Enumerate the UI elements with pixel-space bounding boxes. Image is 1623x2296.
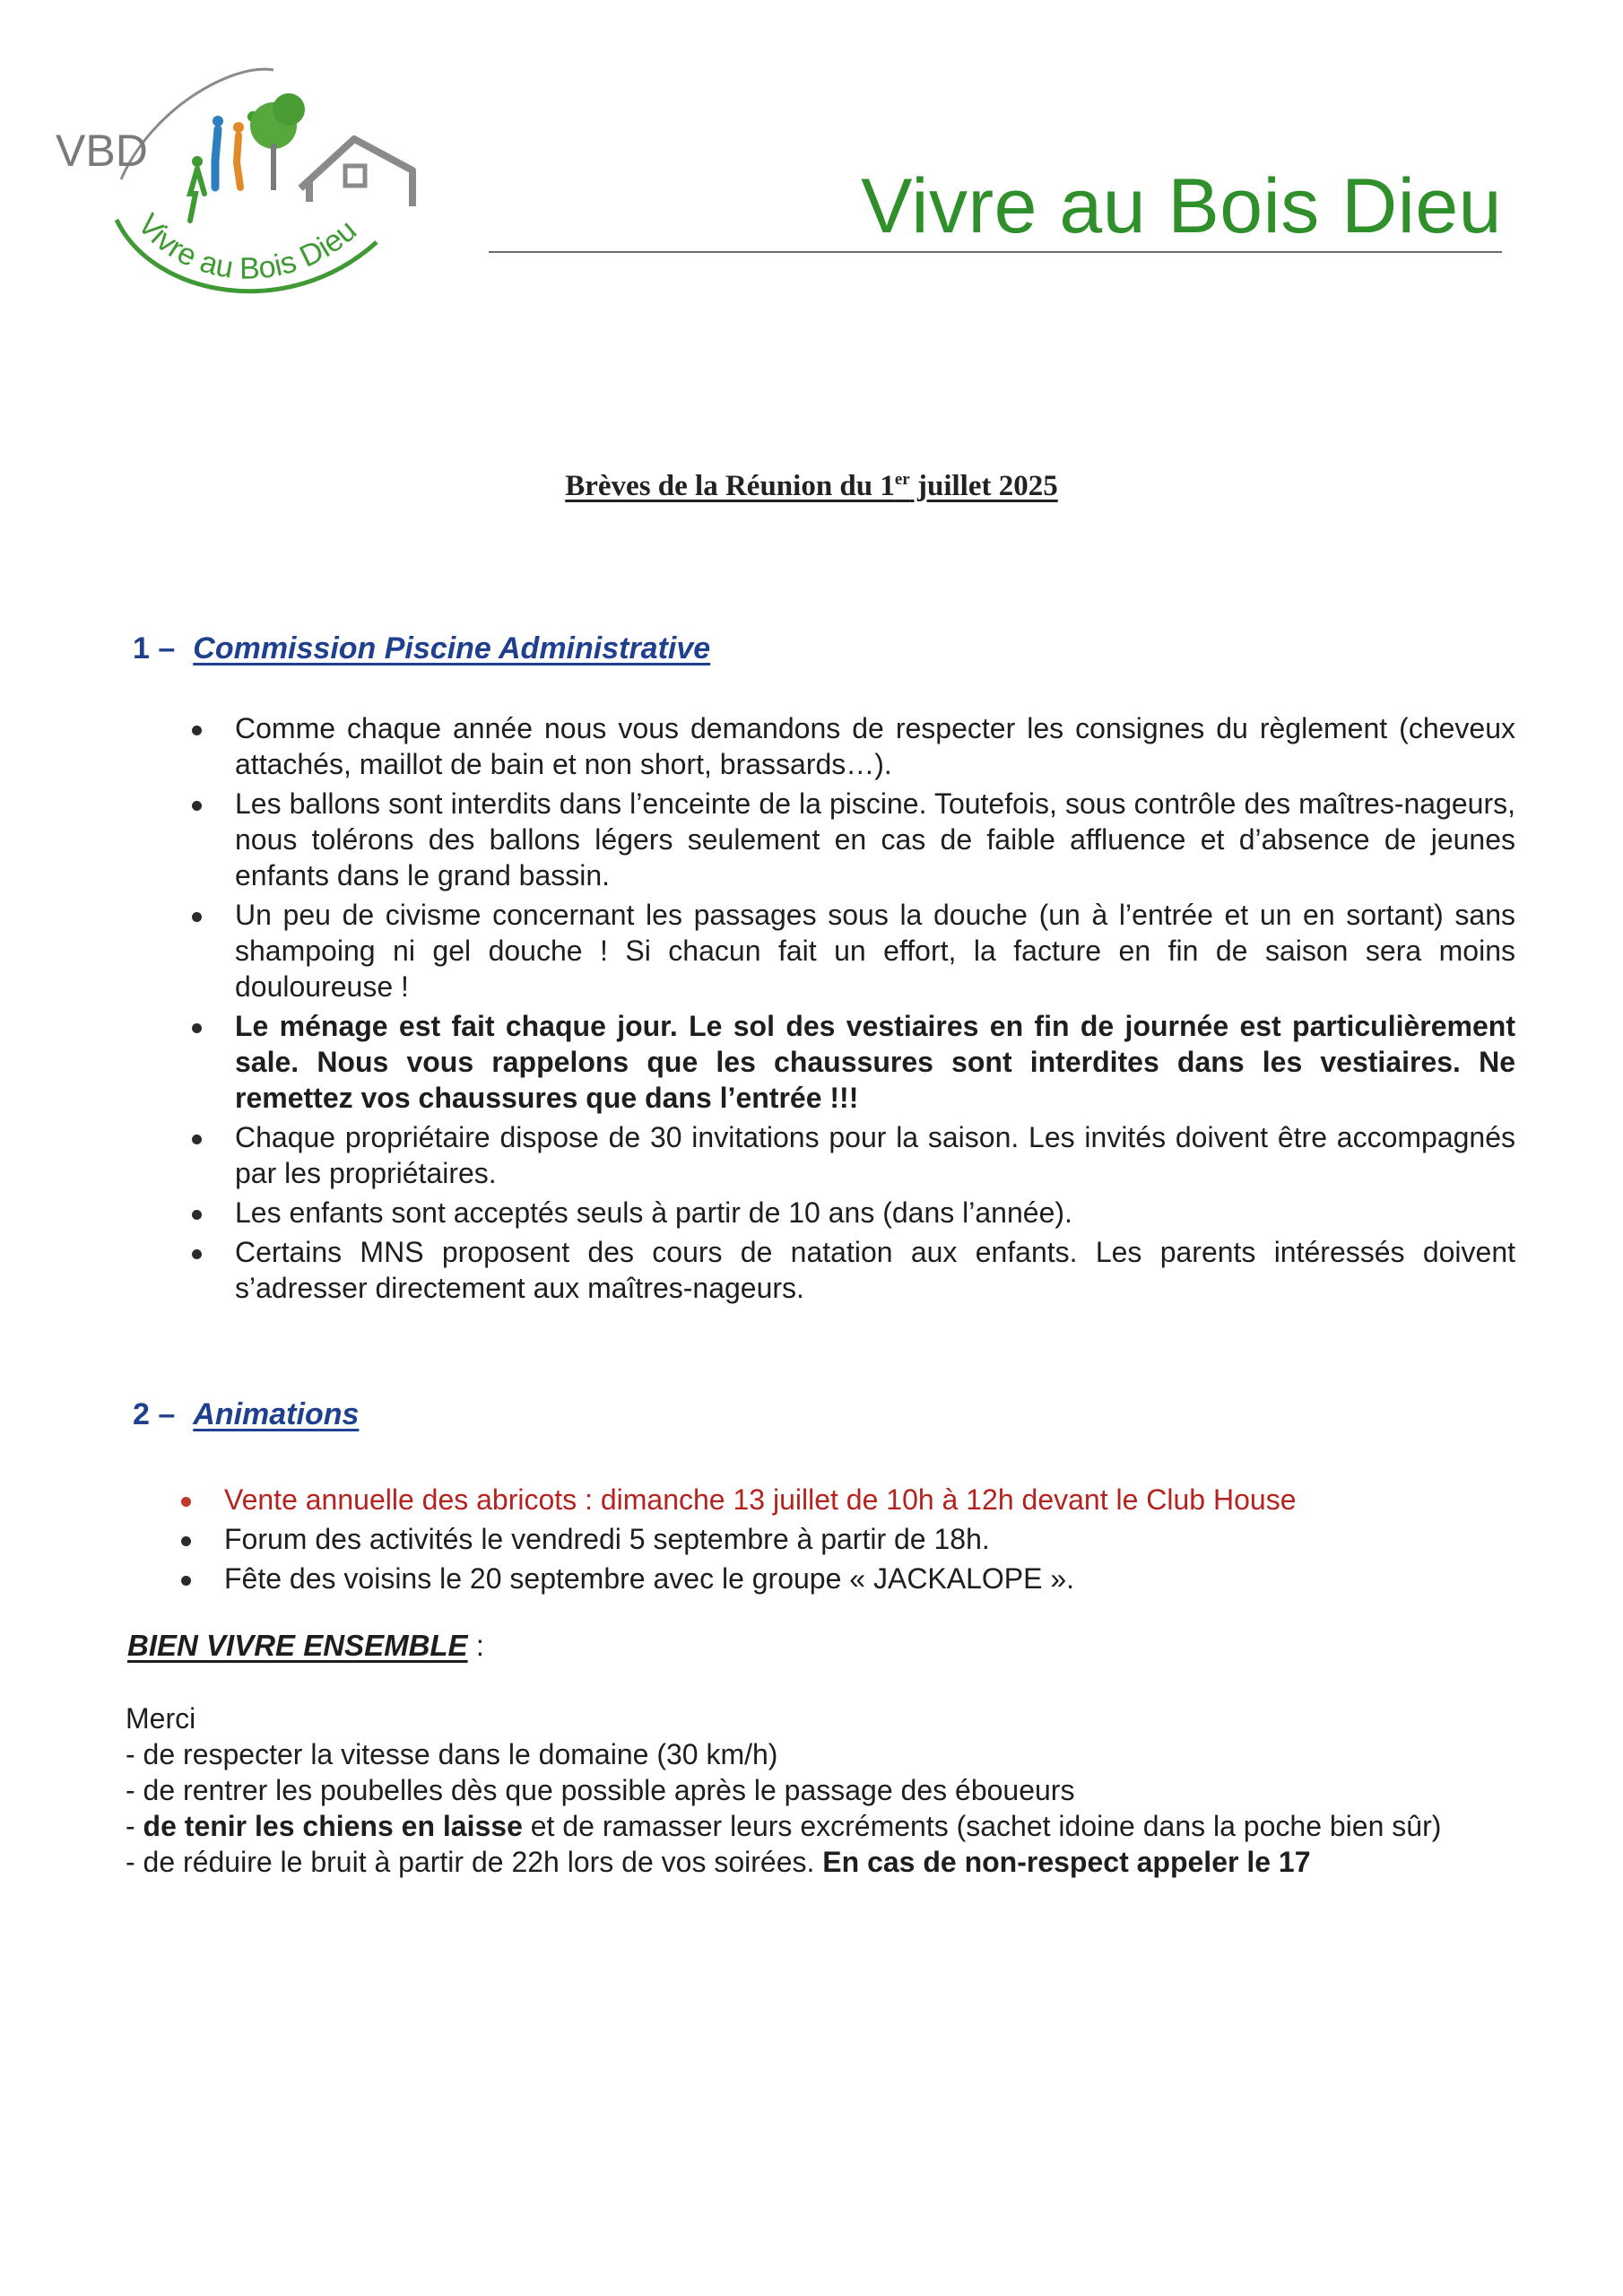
page-title: Vivre au Bois Dieu	[861, 163, 1502, 249]
logo-initials: VBD	[56, 126, 148, 176]
merci-line	[126, 1844, 1506, 1880]
meeting-title-sup: er	[894, 470, 910, 489]
meeting-title-prefix: Brèves de la Réunion du 1	[565, 470, 895, 502]
merci-line-text: - de réduire le bruit à partir de 22h lors de vos soirées.	[126, 1846, 823, 1878]
bien-vivre-heading	[127, 1629, 484, 1663]
list-item: Chaque propriétaire dispose de 30 invitations pour la saison. Les invités doivent être accompagnés par les propriétaires.	[170, 1119, 1515, 1191]
merci-line-bold: En cas de non-respect appeler le 17	[822, 1846, 1311, 1878]
merci-line-rest: et de ramasser leurs excréments (sachet idoine dans la poche bien sûr)	[522, 1810, 1442, 1842]
section-heading-animations	[133, 1397, 359, 1432]
people-figures-icon	[190, 111, 258, 221]
list-item: Forum des activités le vendredi 5 septembre à partir de 18h.	[160, 1521, 1505, 1557]
list-item: Les enfants sont acceptés seuls à partir de 10 ans (dans l’année).	[170, 1195, 1515, 1231]
meeting-title-suffix: juillet 2025	[909, 470, 1058, 502]
list-item: Certains MNS proposent des cours de natation aux enfants. Les parents intéressés doivent s’adresser directement aux maîtres-nageurs.	[170, 1234, 1515, 1306]
merci-line-bold: de tenir les chiens en laisse	[143, 1810, 523, 1842]
logo-arc-text: Vivre au Bois Dieu	[130, 207, 364, 286]
list-item: Comme chaque année nous vous demandons de respecter les consignes du règlement (cheveux attachés, maillot de bain et non short, brassards…).	[170, 710, 1515, 782]
section-name: Commission Piscine Administrative	[193, 631, 711, 665]
section-number: 1 –	[133, 631, 176, 665]
title-underline	[489, 251, 1502, 253]
merci-line	[126, 1808, 1506, 1844]
header-title-area	[489, 161, 1502, 260]
list-item: Les ballons sont interdits dans l’enceinte de la piscine. Toutefois, sous contrôle des maîtres-nageurs, nous tolérons des ballons légers seulement en cas de faible affluence et d’absence de jeunes enfants dans le grand bassin.	[170, 786, 1515, 893]
meeting-title	[0, 470, 1623, 503]
animations-list	[160, 1482, 1505, 1600]
tree-icon	[250, 93, 305, 190]
merci-line: - de rentrer les poubelles dès que possible après le passage des éboueurs	[126, 1774, 1075, 1806]
list-item: Vente annuelle des abricots : dimanche 13 juillet de 10h à 12h devant le Club House	[160, 1482, 1505, 1518]
merci-line-prefix: -	[126, 1810, 143, 1842]
section-name: Animations	[193, 1397, 360, 1431]
bien-vivre-text	[126, 1700, 1506, 1880]
bien-vivre-heading-text: BIEN VIVRE ENSEMBLE	[127, 1629, 468, 1662]
merci-intro: Merci	[126, 1702, 196, 1735]
vbd-logo-graphic	[54, 54, 475, 359]
merci-line: - de respecter la vitesse dans le domaine (30 km/h)	[126, 1738, 778, 1770]
piscine-rules-list	[170, 710, 1515, 1309]
bien-vivre-colon: :	[467, 1629, 484, 1662]
section-heading-piscine	[133, 631, 710, 666]
house-icon	[300, 139, 412, 206]
list-item: Fête des voisins le 20 septembre avec le groupe « JACKALOPE ».	[160, 1561, 1505, 1596]
vbd-logo	[54, 54, 475, 359]
list-item: Le ménage est fait chaque jour. Le sol des vestiaires en fin de journée est particulièrement sale. Nous vous rappelons que les chaussures sont interdites dans les vestiaires. Ne remettez vos chaussures que dans l’entrée !!!	[170, 1008, 1515, 1116]
list-item: Un peu de civisme concernant les passages sous la douche (un à l’entrée et un en sortant) sans shampoing ni gel douche ! Si chacun fait un effort, la facture en fin de saison sera moins douloureuse !	[170, 897, 1515, 1004]
section-number: 2 –	[133, 1397, 176, 1431]
